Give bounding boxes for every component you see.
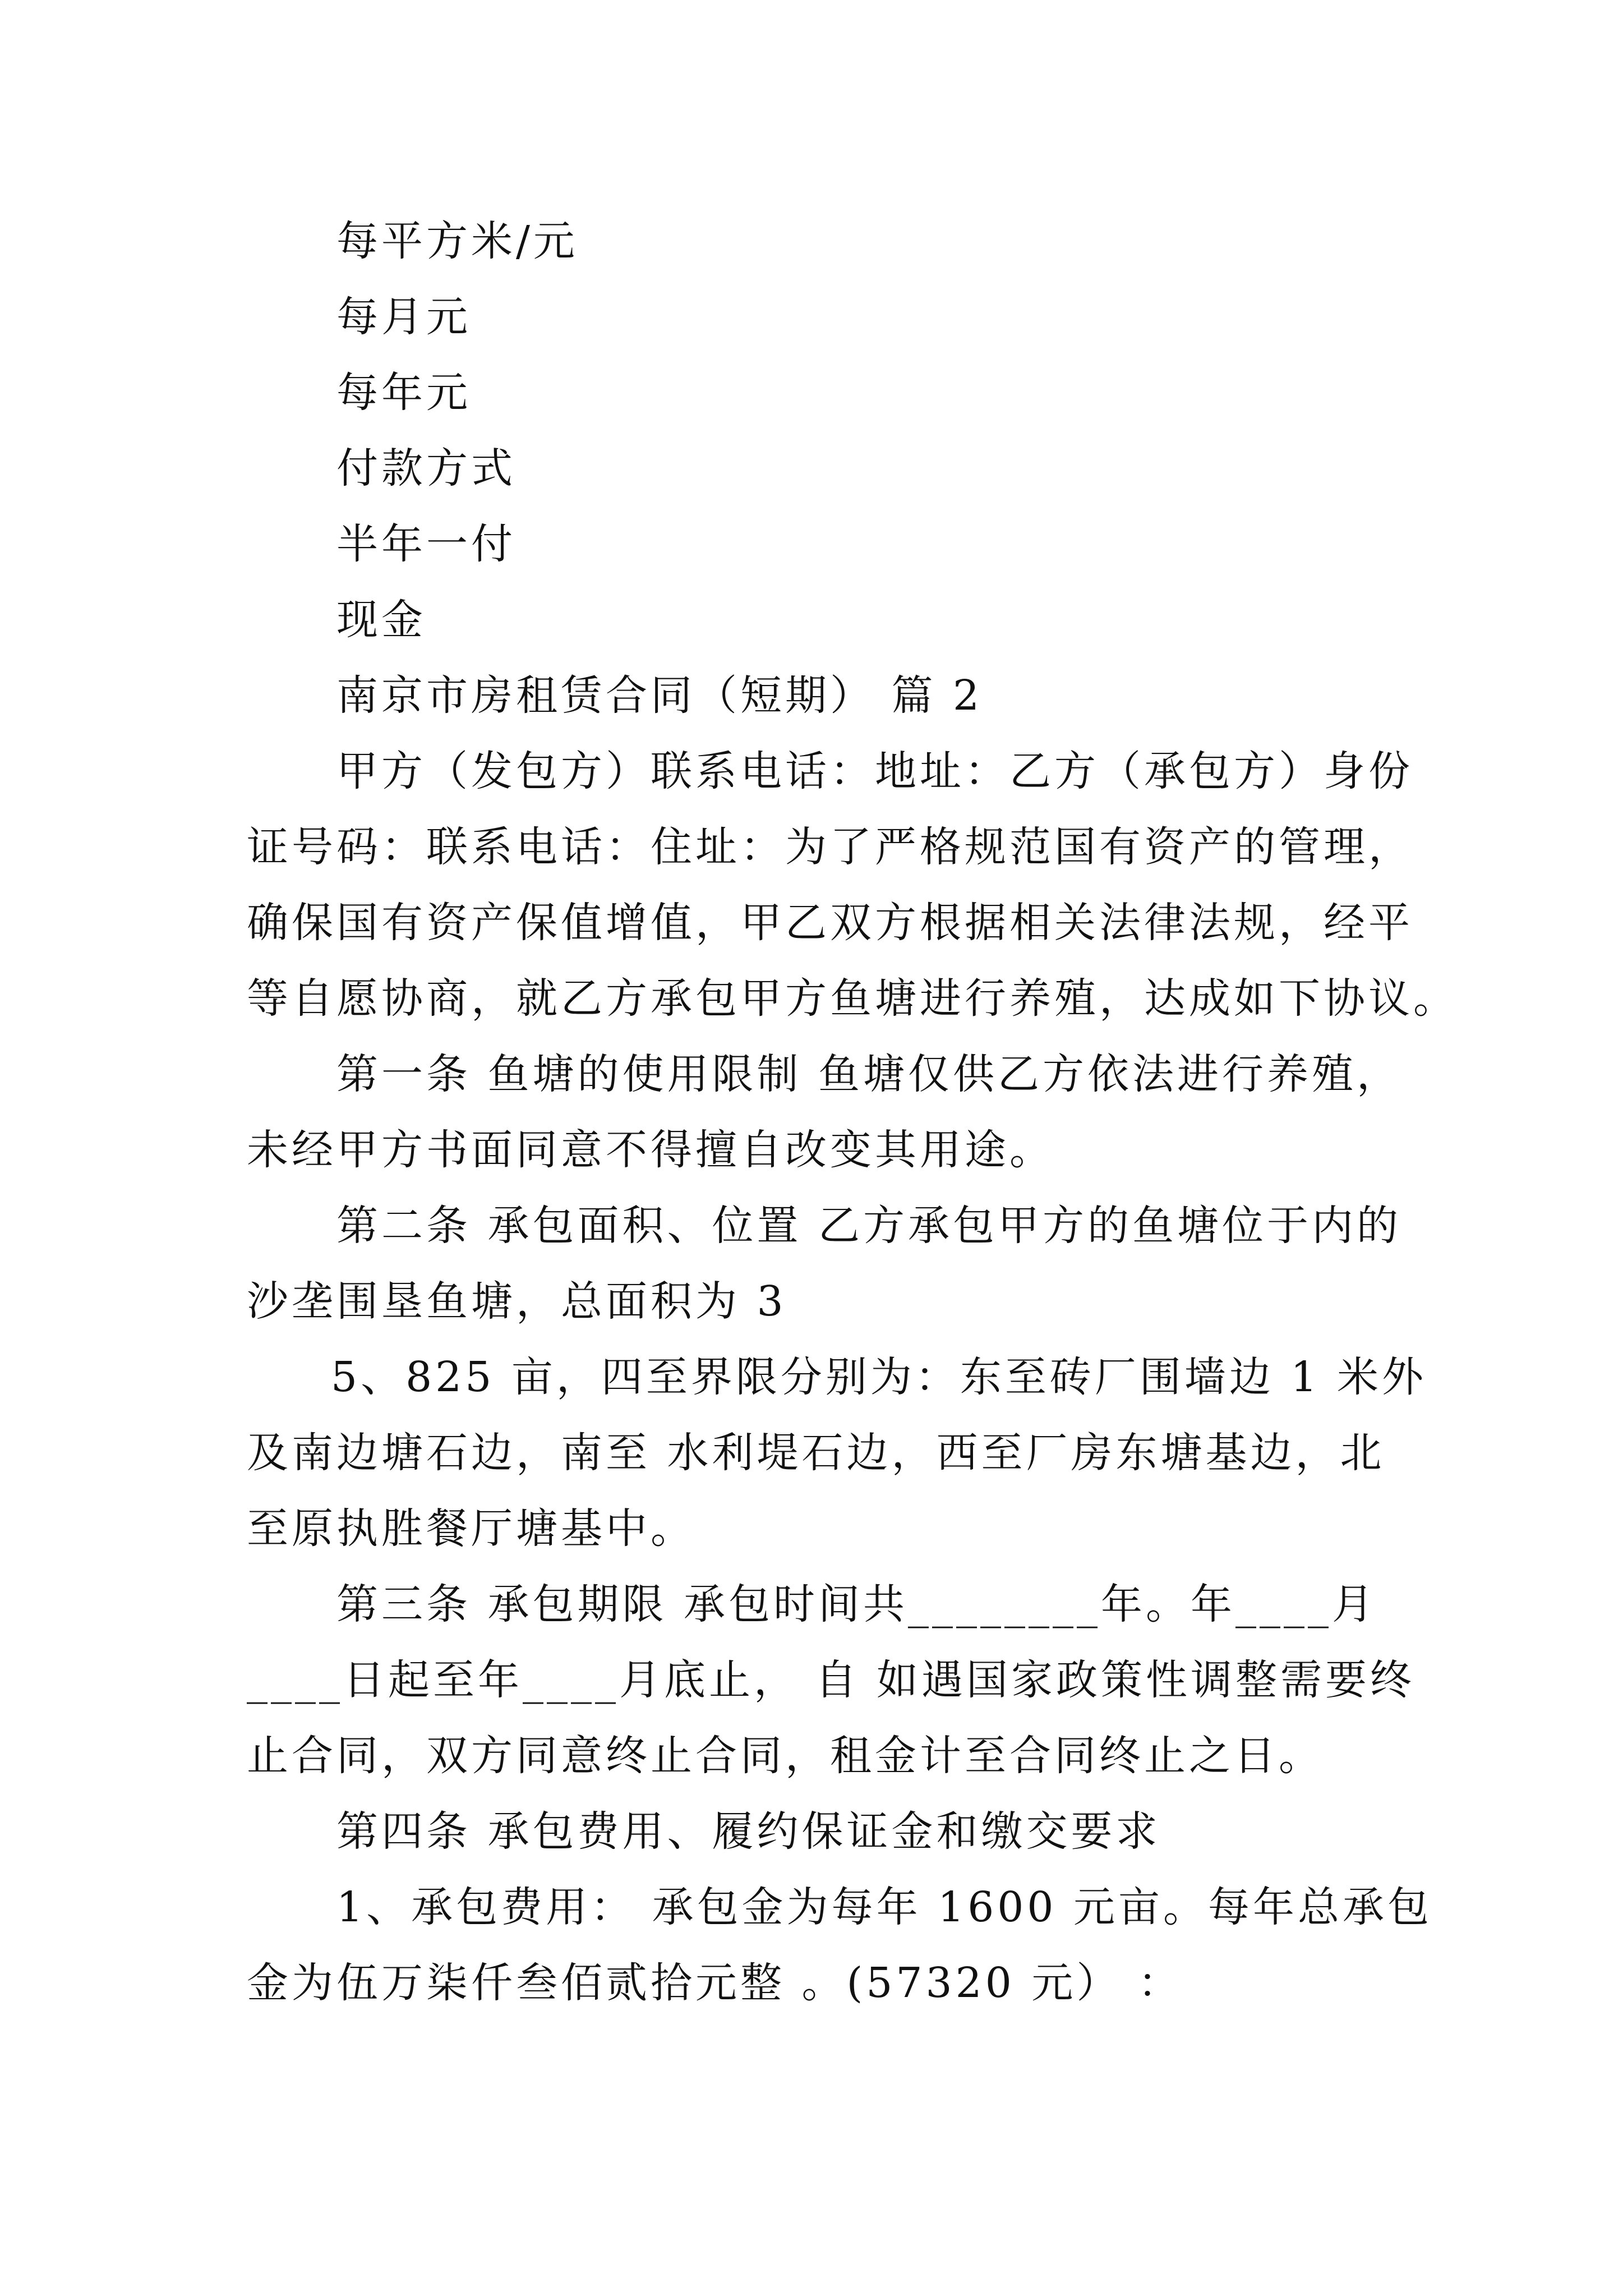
section-heading: 南京市房租赁合同（短期） 篇 2 <box>336 671 983 720</box>
paragraph-line: 至原执胜餐厅塘基中。 <box>247 1504 695 1553</box>
paragraph-line: 沙垄围垦鱼塘，总面积为 3 <box>247 1277 787 1326</box>
text-line: 每年元 <box>336 369 471 417</box>
paragraph-line: 甲方（发包方）联系电话：地址：乙方（承包方）身份 <box>336 747 1413 795</box>
paragraph-line: 及南边塘石边，南至 水利堤石边，西至厂房东塘基边，北 <box>247 1429 1385 1477</box>
paragraph-line: 等自愿协商，就乙方承包甲方鱼塘进行养殖，达成如下协议。 <box>247 974 1458 1023</box>
paragraph-line: 金为伍万柒仟叁佰贰拾元整 。(57320 元） ： <box>247 1959 1183 2007</box>
text-line: 半年一付 <box>336 520 516 568</box>
paragraph-line: 5、825 亩，四至界限分别为：东至砖厂围墙边 1 米外 <box>331 1353 1427 1401</box>
paragraph-line: 第三条 承包期限 承包时间共________年。年____月 <box>336 1580 1377 1628</box>
paragraph-line: 未经甲方书面同意不得擅自改变其用途。 <box>247 1126 1054 1174</box>
text-line: 付款方式 <box>336 444 516 493</box>
paragraph-line: 第二条 承包面积、位置 乙方承包甲方的鱼塘位于内的 <box>336 1202 1402 1250</box>
paragraph-line: 证号码：联系电话：住址：为了严格规范国有资产的管理， <box>247 823 1413 871</box>
text-line: 现金 <box>336 596 426 644</box>
text-line: 每月元 <box>336 293 471 341</box>
paragraph-line: ____日起至年____月底止， 自 如遇国家政策性调整需要终 <box>247 1656 1415 1704</box>
text-line: 每平方米/元 <box>336 217 578 265</box>
paragraph-line: 1、承包费用： 承包金为每年 1600 元亩。每年总承包 <box>336 1883 1432 1931</box>
paragraph-line: 确保国有资产保值增值，甲乙双方根据相关法律法规，经平 <box>247 899 1413 947</box>
paragraph-line: 第一条 鱼塘的使用限制 鱼塘仅供乙方依法进行养殖， <box>336 1050 1402 1098</box>
paragraph-line: 止合同，双方同意终止合同，租金计至合同终止之日。 <box>247 1732 1324 1780</box>
paragraph-line: 第四条 承包费用、履约保证金和缴交要求 <box>336 1807 1161 1856</box>
